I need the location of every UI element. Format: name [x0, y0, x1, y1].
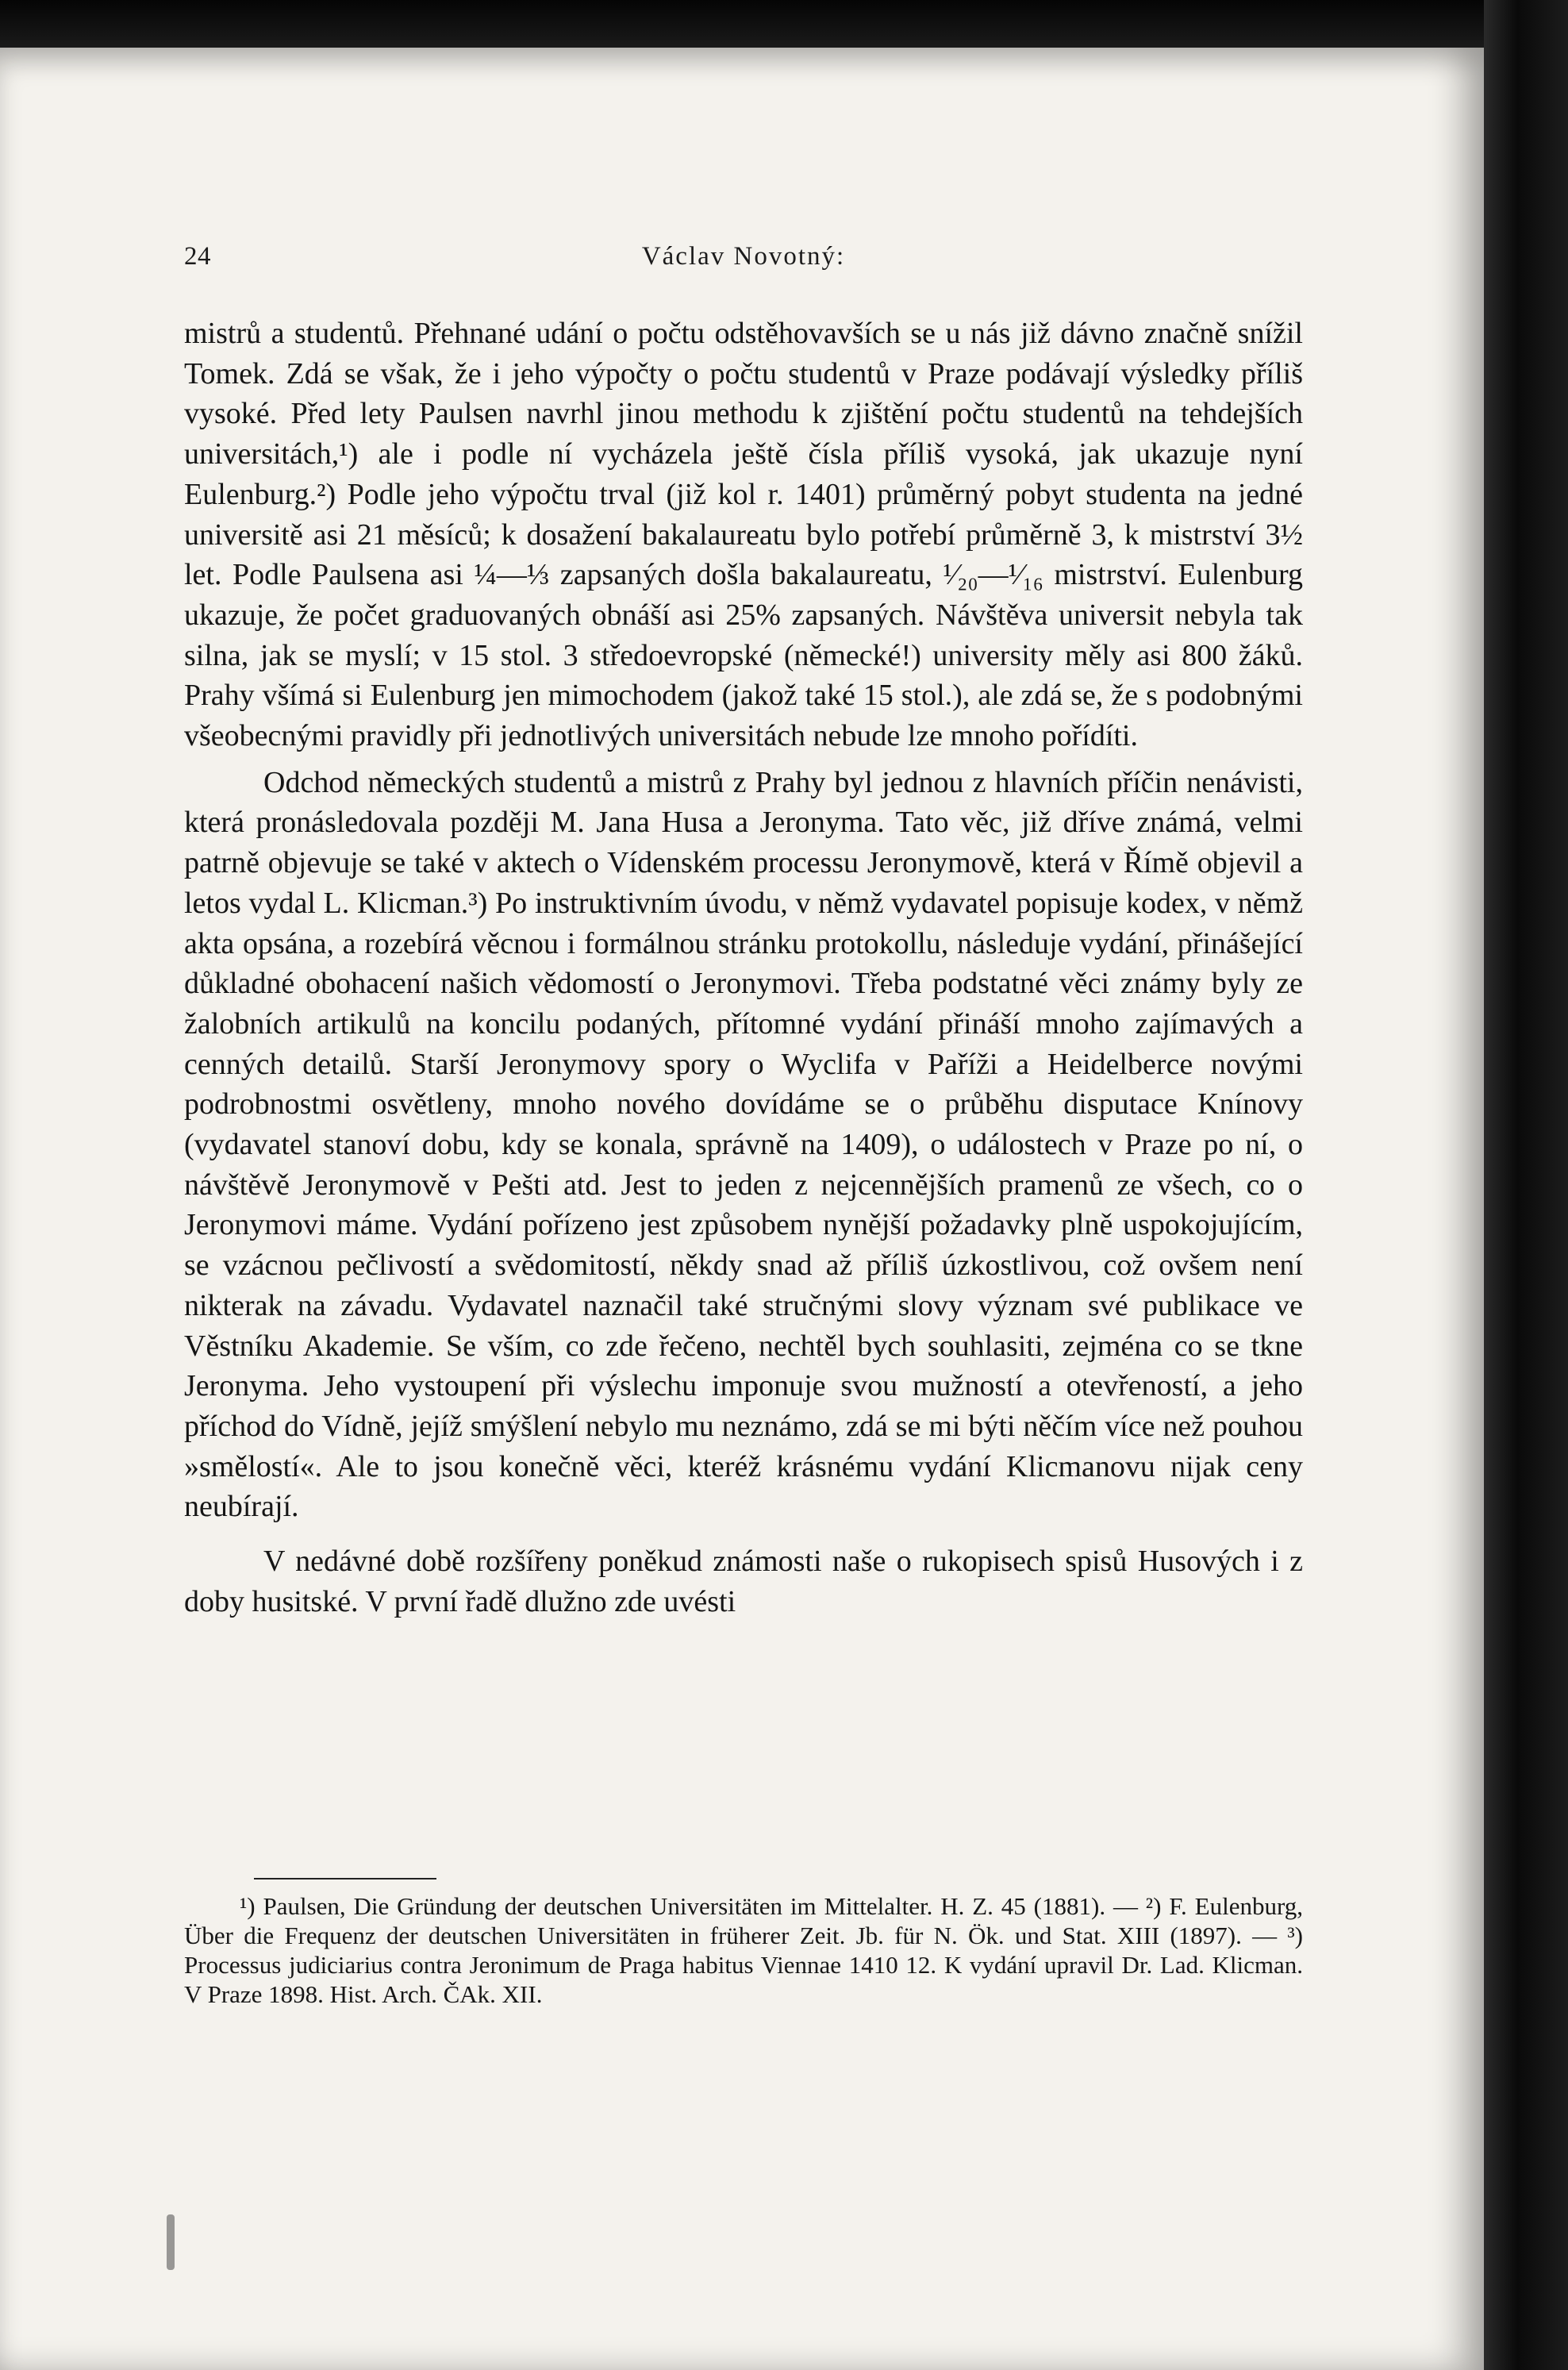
main-text — [184, 314, 1303, 1622]
paragraph-1: mistrů a studentů. Přehnané udání o počtu odstěhovavších se u nás již dávno značně snížil Tomek. Zdá se však, že i jeho výpočty o počtu studentů v Praze podávají výsledky příliš vysoké. Před lety Paulsen navrhl jinou methodu k zjištění počtu studentů na tehdejších universitách,¹) ale i podle ní vycházela ještě čísla příliš vysoká, jak ukazuje nyní Eulenburg.²) Podle jeho výpočtu trval (již kol r. 1401) průměrný pobyt studenta na jedné universitě asi 21 měsíců; k dosažení bakalaureatu bylo potřebí průměrně 3, k mistrství 3½ let. Podle Paulsena asi ¼—⅓ zapsaných došla bakalaureatu, ¹⁄₂₀—¹⁄₁₆ mistrství. Eulenburg ukazuje, že počet graduovaných obnáší asi 25% zapsaných. Návštěva universit nebyla tak silna, jak se myslí; v 15 stol. 3 středoevropské (německé!) university měly asi 800 žáků. Prahy všímá si Eulenburg jen mimochodem (jakož také 15 stol.), ale zdá se, že s podobnými všeobecnými pravidly při jednotlivých universitách nebude lze mnoho pořídíti. — [184, 317, 1303, 753]
page-header — [184, 242, 1303, 274]
footnotes — [184, 1891, 1303, 2009]
scan-border — [0, 0, 1568, 48]
paragraph-3: V nedávné době rozšířeny poněkud známosti naše o rukopisech spisů Husových i z doby husitské. V první řadě dlužno zde uvésti — [184, 1545, 1303, 1618]
footnote-rule — [254, 1878, 436, 1879]
ink-smudge — [167, 2214, 175, 2270]
paragraph-2: Odchod německých studentů a mistrů z Prahy byl jednou z hlavních příčin nenávisti, která pronásledovala později M. Jana Husa a Jeronyma. Tato věc, již dříve známá, velmi patrně objevuje se také v aktech o Vídenském processu Jeronymově, která v Římě objevil a letos vydal L. Klicman.³) Po instruktivním úvodu, v němž vydavatel popisuje kodex, v němž akta opsána, a rozebírá věcnou i formálnou stránku protokollu, následuje vydání, přinášející důkladné obohacení našich vědomostí o Jeronymovi. Třeba podstatné věci známy byly ze žalobních artikulů na koncilu podaných, přítomné vydání přináší mnoho zajímavých a cenných detailů. Starší Jeronymovy spory o Wyclifa v Paříži a Heidelberce novými podrobnostmi osvětleny, mnoho nového dovídáme se o průběhu disputace Knínovy (vydavatel stanoví dobu, kdy se konala, správně na 1409), o událostech v Praze po ní, o návštěvě Jeronymově v Pešti atd. Jest to jeden z nejcennějších pramenů ze všech, co o Jeronymovi máme. Vydání pořízeno jest způsobem nynější požadavky plně uspokojujícím, se vzácnou pečlivostí a svědomitostí, někdy snad až příliš úzkostlivou, což ovšem není nikterak na závadu. Vydavatel naznačil také stručnými slovy význam své publikace ve Věstníku Akademie. Se vším, co zde řečeno, nechtěl bych souhlasiti, zejména co se tkne Jeronyma. Jeho vystoupení při výslechu imponuje svou mužností a otevřeností, a jeho příchod do Vídně, jejíž smýšlení nebylo mu neznámo, zdá se mi býti něčím více než pouhou »smělostí«. Ale to jsou konečně věci, kteréž krásnému vydání Klicmanovu nijak ceny neubírají. — [184, 765, 1303, 1524]
book-gutter — [1484, 0, 1568, 2370]
footnote-text: ¹) Paulsen, Die Gründung der deutschen Universitäten im Mittelalter. H. Z. 45 (1881). — ²) F. Eulenburg, Über die Frequenz der deutschen Universitäten in früherer Zeit. Jb. für N. Ök. und Stat. XIII (1897). — ³) Processus judiciarius contra Jeronimum de Praga habitus Viennae 1410 12. K vydání upravil Dr. Lad. Klicman. V Praze 1898. Hist. Arch. ČAk. XII. — [184, 1892, 1303, 2008]
page-number: 24 — [184, 242, 211, 271]
running-title: Václav Novotný: — [641, 242, 846, 271]
